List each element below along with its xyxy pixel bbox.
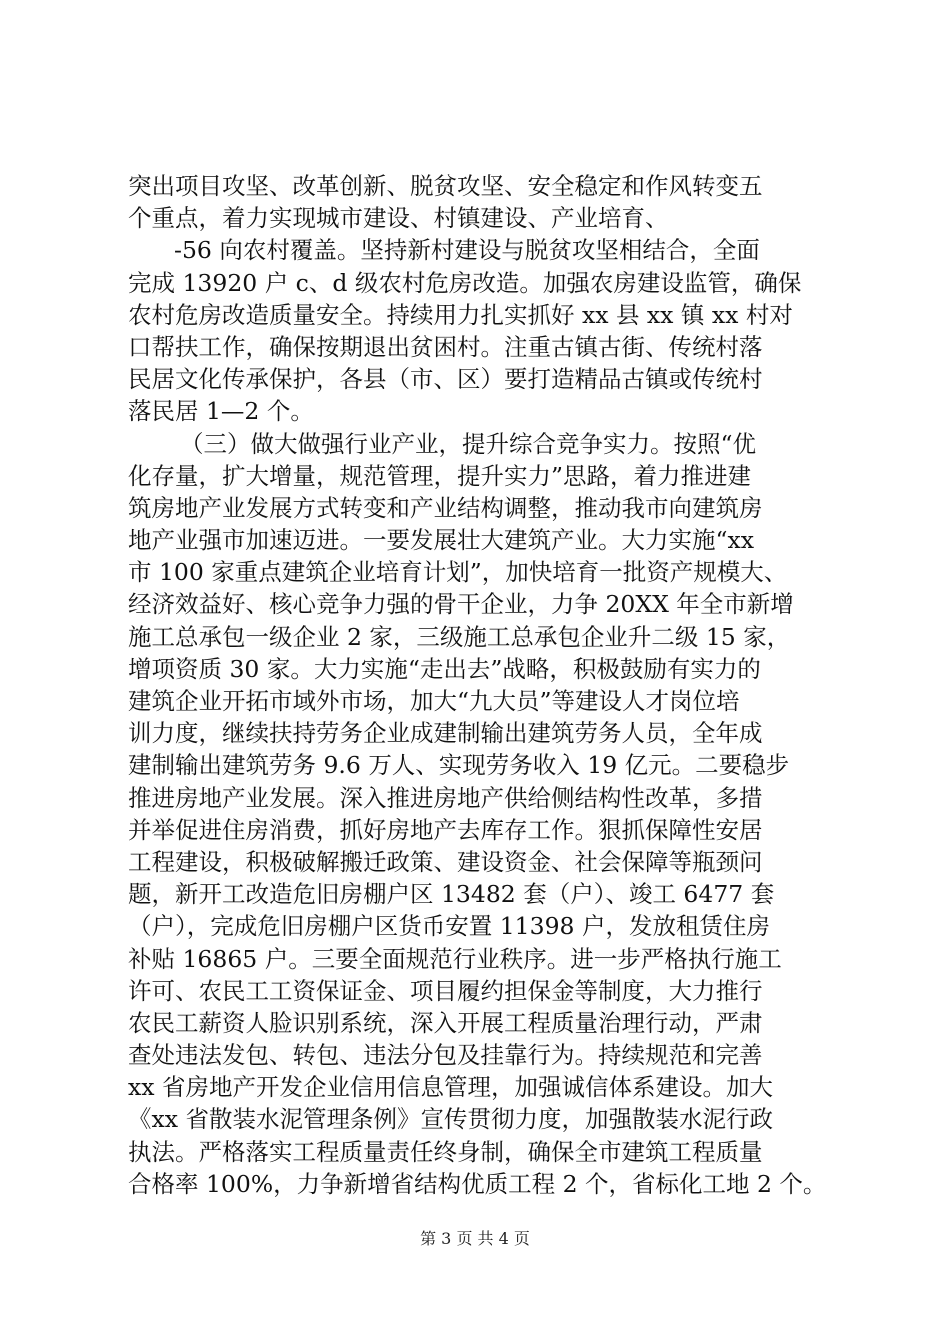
text-line: 完成 13920 户 c、d 级农村危房改造。加强农房建设监管，确保 xyxy=(128,268,802,297)
text-line: 增项资质 30 家。大力实施“走出去”战略，积极鼓励有实力的 xyxy=(128,654,761,683)
text-line: 地产业强市加速迈进。一要发展壮大建筑产业。大力实施“xx xyxy=(128,526,755,555)
text-line: 许可、农民工工资保证金、项目履约担保金等制度，大力推行 xyxy=(128,976,763,1005)
text-line: 执法。严格落实工程质量责任终身制，确保全市建筑工程质量 xyxy=(128,1137,763,1166)
text-line: 《xx 省散装水泥管理条例》宣传贯彻力度，加强散装水泥行政 xyxy=(128,1105,773,1134)
text-line: 突出项目攻坚、改革创新、脱贫攻坚、安全稳定和作风转变五 xyxy=(128,172,763,200)
text-line: 农民工薪资人脸识别系统，深入开展工程质量治理行动，严肃 xyxy=(128,1008,763,1037)
text-line: xx 省房地产开发企业信用信息管理，加强诚信体系建设。加大 xyxy=(128,1073,773,1102)
section-heading-line: （三）做大做强行业产业，提升综合竞争实力。按照“优 xyxy=(180,429,757,458)
text-line: 施工总承包一级企业 2 家，三级施工总承包企业升二级 15 家， xyxy=(128,622,791,651)
text-line: 训力度，继续扶持劳务企业成建制输出建筑劳务人员，全年成 xyxy=(128,719,763,748)
text-line: 市 100 家重点建筑企业培育计划”，加快培育一批资产规模大、 xyxy=(128,558,788,587)
text-line: 并举促进住房消费，抓好房地产去库存工作。狠抓保障性安居 xyxy=(128,815,763,844)
text-line: 口帮扶工作，确保按期退出贫困村。注重古镇古街、传统村落 xyxy=(128,332,763,361)
text-line: 化存量，扩大增量，规范管理，提升实力”思路，着力推进建 xyxy=(128,461,752,490)
text-line: 建筑企业开拓市域外市场，加大“九大员”等建设人才岗位培 xyxy=(128,687,740,715)
text-line: 民居文化传承保护，各县（市、区）要打造精品古镇或传统村 xyxy=(128,365,763,394)
text-line: 推进房地产业发展。深入推进房地产供给侧结构性改革，多措 xyxy=(128,783,763,812)
body-text xyxy=(128,170,848,1200)
text-line: 个重点，着力实现城市建设、村镇建设、产业培育、 xyxy=(128,204,669,233)
page-number-footer: 第 3 页 共 4 页 xyxy=(420,1229,530,1248)
text-line: -56 向农村覆盖。坚持新村建设与脱贫攻坚相结合，全面 xyxy=(174,236,760,265)
text-line: 补贴 16865 户。三要全面规范行业秩序。进一步严格执行施工 xyxy=(128,944,782,973)
text-line: 筑房地产业发展方式转变和产业结构调整，推动我市向建筑房 xyxy=(128,493,763,522)
text-line: 工程建设，积极破解搬迁政策、建设资金、社会保障等瓶颈问 xyxy=(128,847,763,876)
text-line: 建制输出建筑劳务 9.6 万人、实现劳务收入 19 亿元。二要稳步 xyxy=(128,751,790,780)
text-line: 落民居 1—2 个。 xyxy=(128,397,314,426)
text-line: 农村危房改造质量安全。持续用力扎实抓好 xx 县 xx 镇 xx 村对 xyxy=(128,300,793,329)
text-line: 查处违法发包、转包、违法分包及挂靠行为。持续规范和完善 xyxy=(128,1041,763,1070)
text-line: 经济效益好、核心竞争力强的骨干企业，力争 20XX 年全市新增 xyxy=(128,590,794,619)
text-line: 合格率 100%，力争新增省结构优质工程 2 个，省标化工地 2 个。 xyxy=(128,1169,827,1198)
text-line: 题，新开工改造危旧房棚户区 13482 套（户）、竣工 6477 套 xyxy=(128,880,775,909)
text-line: （户），完成危旧房棚户区货币安置 11398 户，发放租赁住房 xyxy=(128,912,770,941)
